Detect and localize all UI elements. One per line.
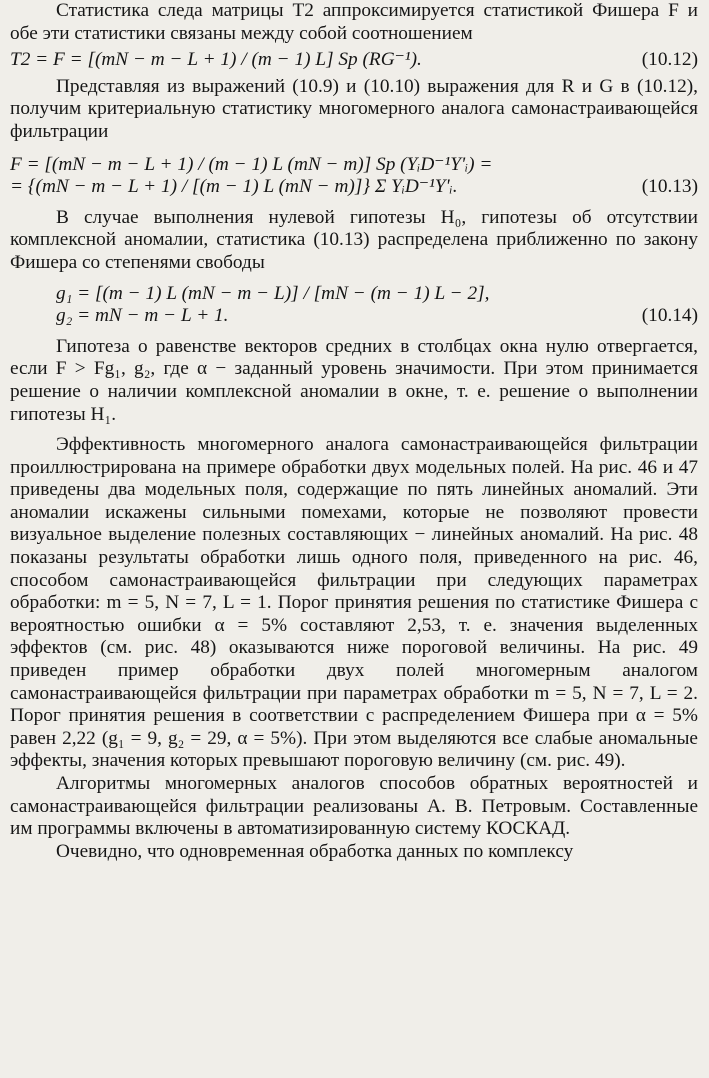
equation-10-12	[10, 49, 698, 72]
paragraph-6: Алгоритмы многомерных аналогов способов обратных вероятностей и самонастраивающейся фильтрации реализованы А. В. Петровым. Составленные им программы включены в автоматизированную систему КОСКАД.	[10, 773, 698, 840]
page-text	[10, 0, 698, 863]
paragraph-4: Гипотеза о равенстве векторов средних в столбцах окна нулю отвергается, если F > Fg₁, g₂, где α − заданный уровень значимости. При этом принимается решение о наличии комплексной аномалии в окне, т. е. решение о выполнении гипотезы H₁.	[10, 335, 698, 425]
equation-10-14-line2-text: g₂ = mN − m − L + 1.	[56, 305, 229, 327]
paragraph-7: Очевидно, что одновременная обработка данных по комплексу	[56, 840, 574, 862]
paragraph-5: Эффективность многомерного аналога самонастраивающейся фильтрации проиллюстрирована на примере обработки двух модельных полей. На рис. 46 и 47 приведены два модельных поля, содержащие по пять линейных аномалий. Эти аномалии искажены сильными помехами, которые не позволяют провести визуальное выделение полезных составляющих − линейных аномалий. На рис. 48 показаны результаты обработки лишь одного поля, приведенного на рис. 46, способом самонастраивающейся фильтрации при следующих параметрах обработки: m = 5, N = 7, L = 1. Порог принятия решения по статистике Фишера с вероятностью ошибки α = 5% составляют 2,53, т. е. значения выделенных эффектов (см. рис. 48) оказываются ниже пороговой величины. На рис. 49 приведен пример обработки двух полей многомерным аналогом самонастраивающейся фильтрации при параметрах обработки m = 5, N = 7, L = 2. Порог принятия решения в соответствии с распределением Фишера при α = 5% равен 2,22 (g₁ = 9, g₂ = 29, α = 5%). При этом выделяются все слабые аномальные эффекты, значения которых превышают пороговую величину (см. рис. 49).	[10, 434, 698, 772]
equation-10-12-body: T2 = F = [(mN − m − L + 1) / (m − 1) L] Sp (RG⁻¹).	[10, 49, 422, 71]
equation-10-14-line1	[10, 283, 698, 306]
equation-10-14-number: (10.14)	[641, 305, 698, 327]
paragraph-1: Статистика следа матрицы T2 аппроксимируется статистикой Фишера F и обе эти статистики связаны между собой соотношением	[10, 0, 698, 44]
equation-10-13-line1-text: F = [(mN − m − L + 1) / (m − 1) L (mN − m)] Sp (YᵢD⁻¹Y'ᵢ) =	[10, 153, 493, 175]
paragraph-2: Представляя из выражений (10.9) и (10.10) выражения для R и G в (10.12), получим критериальную статистику многомерного аналога самонастраивающейся фильтрации	[10, 75, 698, 142]
equation-10-14-line2	[10, 305, 698, 328]
paragraph-3: В случае выполнения нулевой гипотезы H₀, гипотезы об отсутствии комплексной аномалии, статистика (10.13) распределена приближенно по закону Фишера со степенями свободы	[10, 206, 698, 273]
equation-10-14-line1-text: g₁ = [(m − 1) L (mN − m − L)] / [mN − (m − 1) L − 2],	[56, 282, 490, 304]
equation-10-13-line2-text: = {(mN − m − L + 1) / [(m − 1) L (mN − m)]} Σ YᵢD⁻¹Y'ᵢ.	[10, 176, 458, 198]
equation-10-13-line1	[10, 154, 698, 177]
equation-10-13-line2	[10, 176, 698, 199]
equation-10-12-number: (10.12)	[641, 49, 698, 71]
equation-10-13-number: (10.13)	[641, 176, 698, 198]
